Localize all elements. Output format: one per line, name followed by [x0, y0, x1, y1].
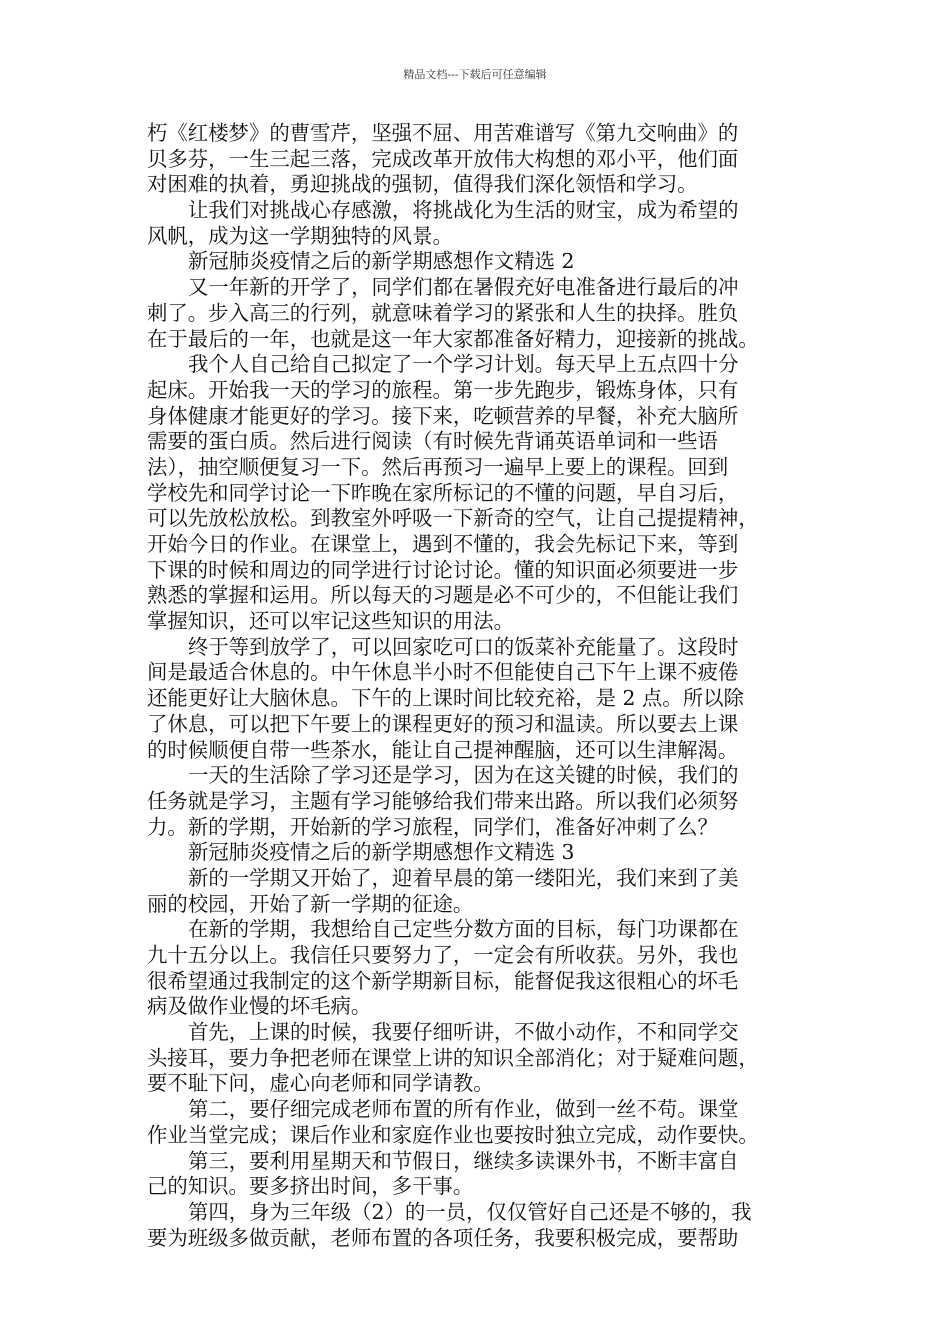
text-line: 下课的时候和周边的同学进行讨论讨论。懂的知识面必须要进一步 [147, 557, 739, 582]
text-line: 作业当堂完成；课后作业和家庭作业也要按时独立完成，动作要快。 [147, 1122, 759, 1147]
text-line: 对困难的执着，勇迎挑战的强韧，值得我们深化领悟和学习。 [147, 172, 698, 197]
text-line: 又一年新的开学了，同学们都在暑假充好电准备进行最后的冲 [188, 275, 739, 300]
text-line: 很希望通过我制定的这个新学期新目标，能督促我这很粗心的坏毛 [147, 968, 739, 993]
text-line: 任务就是学习，主题有学习能够给我们带来出路。所以我们必须努 [147, 788, 739, 813]
text-line: 身体健康才能更好的学习。接下来，吃顿营养的早餐，补充大脑所 [147, 403, 739, 428]
text-line: 在于最后的一年，也就是这一年大家都准备好精力，迎接新的挑战。 [147, 326, 759, 351]
text-line: 一天的生活除了学习还是学习，因为在这关键的时候，我们的 [188, 763, 739, 788]
text-line: 学校先和同学讨论一下昨晚在家所标记的不懂的问题，早自习后， [147, 480, 739, 505]
text-line: 朽《红楼梦》的曹雪芹，坚强不屈、用苦难谱写《第九交响曲》的 [147, 121, 739, 145]
text-line: 刺了。步入高三的行列，就意味着学习的紧张和人生的抉择。胜负 [147, 300, 739, 325]
text-line: 第四，身为三年级（2）的一员，仅仅管好自己还是不够的，我 [188, 1199, 752, 1224]
text-line: 间是最适合休息的。中午休息半小时不但能使自己下午上课不疲倦 [147, 660, 739, 685]
text-line: 让我们对挑战心存感激，将挑战化为生活的财宝，成为希望的 [188, 198, 739, 223]
document-body [147, 121, 807, 1251]
text-line: 我个人自己给自己拟定了一个学习计划。每天早上五点四十分 [188, 352, 739, 377]
text-line: 起床。开始我一天的学习的旅程。第一步先跑步，锻炼身体，只有 [147, 377, 739, 402]
text-line: 法），抽空顺便复习一下。然后再预习一遍早上要上的课程。回到 [147, 454, 729, 479]
text-line: 可以先放松放松。到教室外呼吸一下新奇的空气，让自己提提精神， [147, 506, 759, 531]
text-line: 贝多芬，一生三起三落，完成改革开放伟大构想的邓小平，他们面 [147, 146, 739, 171]
text-line: 九十五分以上。我信任只要努力了，一定会有所收获。另外，我也 [147, 943, 739, 967]
text-line: 熟悉的掌握和运用。所以每天的习题是必不可少的，不但能让我们 [147, 583, 739, 608]
text-line: 新冠肺炎疫情之后的新学期感想作文精选 2 [188, 249, 575, 274]
text-line: 第二，要仔细完成老师布置的所有作业，做到一丝不苟。课堂 [188, 1097, 739, 1122]
text-line: 开始今日的作业。在课堂上，遇到不懂的，我会先标记下来，等到 [147, 532, 739, 556]
text-line: 首先，上课的时候，我要仔细听讲，不做小动作，不和同学交 [188, 1020, 739, 1045]
text-line: 掌握知识，还可以牢记这些知识的用法。 [147, 609, 515, 634]
text-line: 第三，要利用星期天和节假日，继续多读课外书，不断丰富自 [188, 1148, 739, 1173]
text-line: 己的知识。要多挤出时间，多干事。 [147, 1174, 474, 1199]
page-header: 精品文档---下载后可任意编辑 [403, 68, 547, 81]
text-line: 在新的学期，我想给自己定些分数方面的目标，每门功课都在 [188, 917, 739, 942]
text-line: 终于等到放学了，可以回家吃可口的饭菜补充能量了。这段时 [188, 634, 739, 659]
text-line: 风帆，成为这一学期独特的风景。 [147, 223, 453, 248]
text-line: 还能更好让大脑休息。下午的上课时间比较充裕，是 2 点。所以除 [147, 686, 744, 711]
text-line: 丽的校园，开始了新一学期的征途。 [147, 891, 474, 916]
text-line: 力。新的学期，开始新的学习旅程，同学们，准备好冲刺了么？ [147, 814, 718, 839]
text-line: 病及做作业慢的坏毛病。 [147, 994, 372, 1019]
text-line: 的时候顺便自带一些茶水，能让自己提神醒脑，还可以生津解渴。 [147, 737, 739, 762]
text-line: 要不耻下问，虚心向老师和同学请教。 [147, 1071, 494, 1096]
text-line: 新冠肺炎疫情之后的新学期感想作文精选 3 [188, 840, 575, 865]
text-line: 要为班级多做贡献，老师布置的各项任务，我要积极完成，要帮助 [147, 1225, 739, 1250]
text-line: 需要的蛋白质。然后进行阅读（有时候先背诵英语单词和一些语 [147, 429, 718, 454]
text-line: 头接耳，要力争把老师在课堂上讲的知识全部消化；对于疑难问题， [147, 1045, 759, 1070]
text-line: 了休息，可以把下午要上的课程更好的预习和温读。所以要去上课 [147, 711, 739, 736]
text-line: 新的一学期又开始了，迎着早晨的第一缕阳光，我们来到了美 [188, 865, 739, 890]
